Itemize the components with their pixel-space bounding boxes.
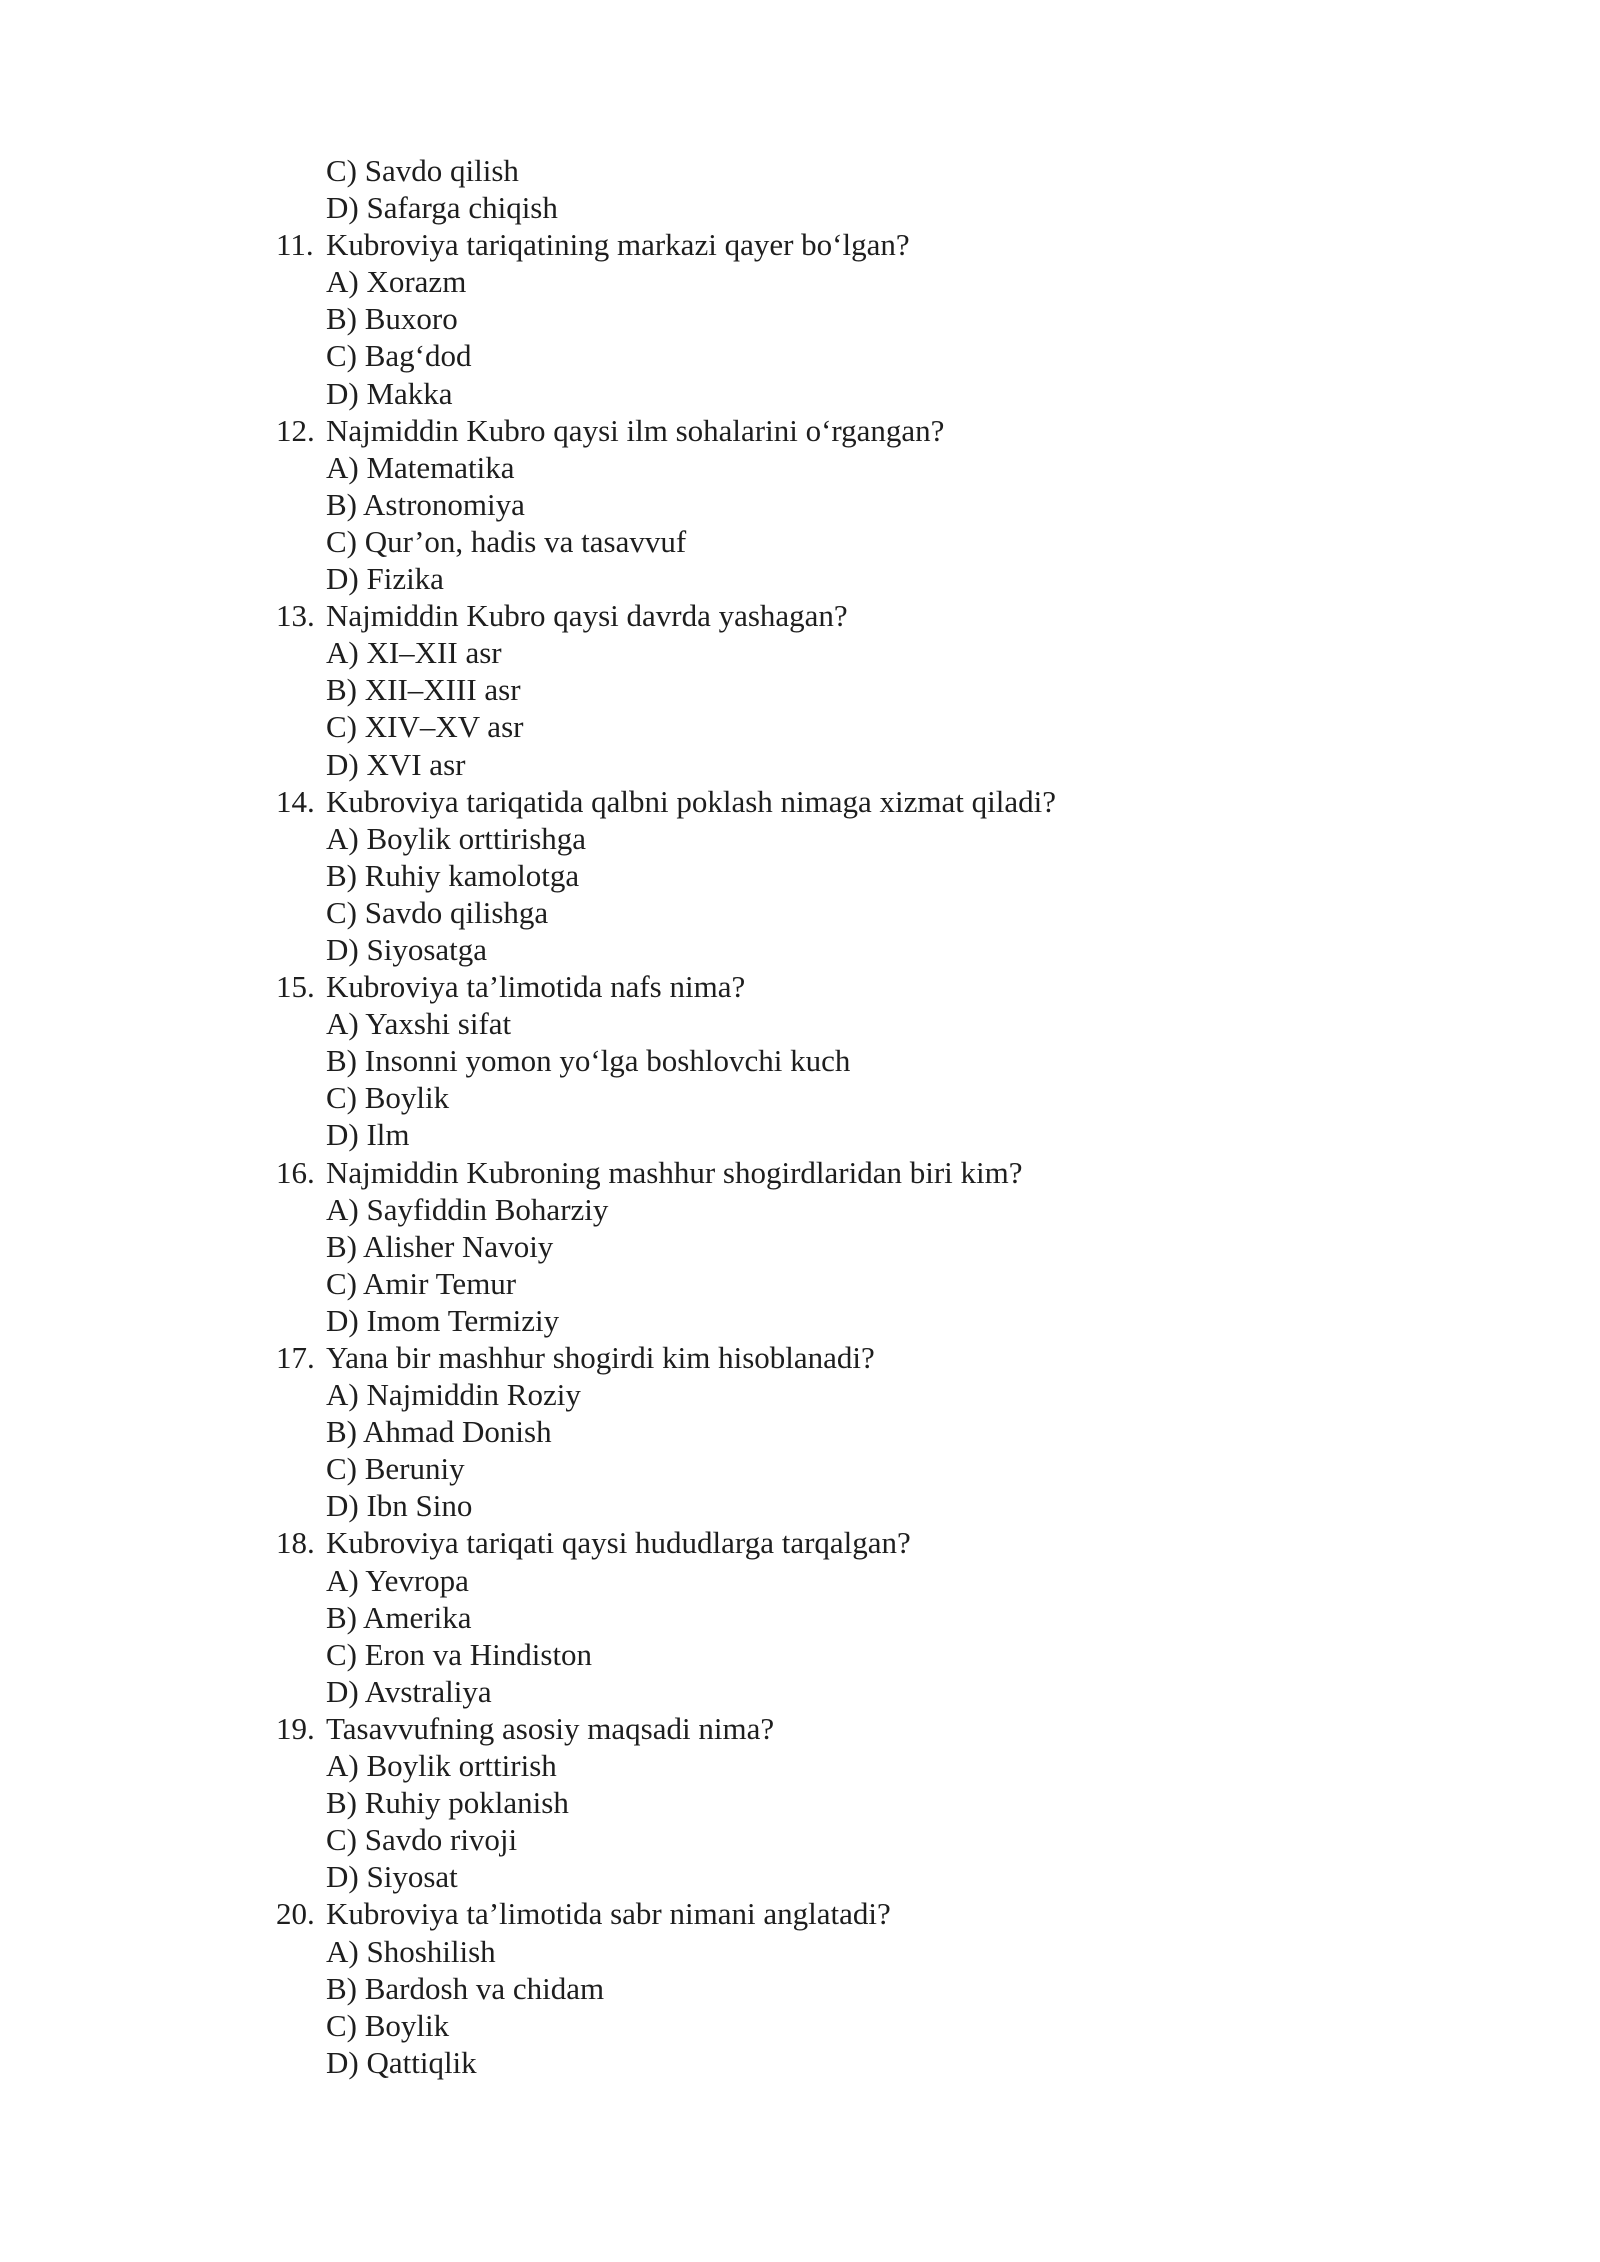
option-c: C) Savdo qilish [326, 153, 519, 188]
option-c: C) XIV–XV asr [326, 709, 524, 745]
question-text: Kubroviya tariqatining markazi qayer bo‘lgan? [326, 227, 910, 263]
option-b: B) Astronomiya [326, 486, 525, 522]
option-c: C) Amir Temur [326, 1265, 517, 1301]
option-d: D) Avstraliya [326, 1673, 492, 1709]
question-number: 14. [276, 783, 315, 819]
question-15 [276, 968, 1476, 1005]
question-number: 11. [276, 227, 314, 263]
question-12 [276, 412, 1476, 449]
option-b: B) Buxoro [326, 301, 458, 337]
option-d: D) Ibn Sino [326, 1488, 473, 1524]
question-number: 15. [276, 969, 315, 1005]
option-b: B) Bardosh va chidam [326, 1970, 605, 2006]
question-text: Najmiddin Kubro qaysi ilm sohalarini o‘rgangan? [326, 412, 945, 448]
question-text: Yana bir mashhur shogirdi kim hisoblanadi? [326, 1340, 875, 1375]
option-a: A) Yevropa [326, 1562, 469, 1598]
question-18 [276, 1524, 1476, 1561]
option-d: D) Siyosat [326, 1859, 458, 1895]
option-a: A) Xorazm [326, 264, 467, 300]
option-d: D) Fizika [326, 561, 444, 597]
option-b: B) Insonni yomon yo‘lga boshlovchi kuch [326, 1043, 851, 1079]
option-c: C) Savdo qilishga [326, 894, 549, 930]
question-number: 17. [276, 1340, 315, 1375]
option-d: D) Qattiqlik [326, 2044, 477, 2080]
question-13 [276, 597, 1476, 634]
option-d: D) Imom Termiziy [326, 1302, 560, 1338]
option-a: A) XI–XII asr [326, 635, 502, 671]
option-b: B) XII–XIII asr [326, 672, 521, 708]
option-a: A) Boylik orttirishga [326, 820, 587, 856]
option-c: C) Eron va Hindiston [326, 1636, 593, 1672]
option-d: D) Ilm [326, 1117, 410, 1153]
question-20 [276, 1895, 1476, 1932]
option-a: A) Boylik orttirish [326, 1748, 557, 1784]
question-11 [276, 226, 1476, 263]
question-text: Najmiddin Kubroning mashhur shogirdlaridan biri kim? [326, 1154, 1023, 1190]
option-d: D) Makka [326, 375, 453, 411]
option-b: B) Ahmad Donish [326, 1414, 552, 1450]
question-number: 19. [276, 1710, 315, 1746]
question-text: Kubroviya ta’limotida sabr nimani anglatadi? [326, 1896, 891, 1932]
question-17 [276, 1339, 1476, 1376]
question-number: 13. [276, 598, 315, 634]
option-b: B) Amerika [326, 1599, 472, 1635]
option-a: A) Shoshilish [326, 1933, 496, 1969]
option-c: C) Beruniy [326, 1451, 465, 1487]
option-c: C) Boylik [326, 2007, 450, 2043]
question-text: Kubroviya ta’limotida nafs nima? [326, 969, 746, 1005]
question-number: 18. [276, 1525, 315, 1561]
option-d: D) Siyosatga [326, 931, 488, 967]
option-b: B) Alisher Navoiy [326, 1228, 554, 1264]
question-19 [276, 1710, 1476, 1747]
option-b: B) Ruhiy poklanish [326, 1785, 569, 1821]
option-d: D) Safarga chiqish [326, 190, 558, 226]
question-text: Kubroviya tariqati qaysi hududlarga tarqalgan? [326, 1525, 911, 1561]
option-c: C) Bag‘dod [326, 338, 472, 374]
option-a: A) Sayfiddin Boharziy [326, 1191, 609, 1227]
option-b: B) Ruhiy kamolotga [326, 857, 580, 893]
option-c: C) Boylik [326, 1080, 450, 1116]
question-number: 20. [276, 1896, 315, 1932]
option-a: A) Najmiddin Roziy [326, 1377, 581, 1413]
question-text: Kubroviya tariqatida qalbni poklash nimaga xizmat qiladi? [326, 783, 1057, 819]
option-a: A) Yaxshi sifat [326, 1006, 512, 1042]
option-a: A) Matematika [326, 449, 515, 485]
option-c: C) Savdo rivoji [326, 1822, 518, 1858]
question-number: 12. [276, 412, 315, 448]
question-text: Tasavvufning asosiy maqsadi nima? [326, 1710, 775, 1746]
question-16 [276, 1154, 1476, 1191]
question-number: 16. [276, 1154, 315, 1190]
question-text: Najmiddin Kubro qaysi davrda yashagan? [326, 598, 848, 634]
option-c: C) Qur’on, hadis va tasavvuf [326, 523, 687, 559]
question-list [276, 152, 1476, 2081]
option-d: D) XVI asr [326, 746, 466, 782]
question-14 [276, 783, 1476, 820]
